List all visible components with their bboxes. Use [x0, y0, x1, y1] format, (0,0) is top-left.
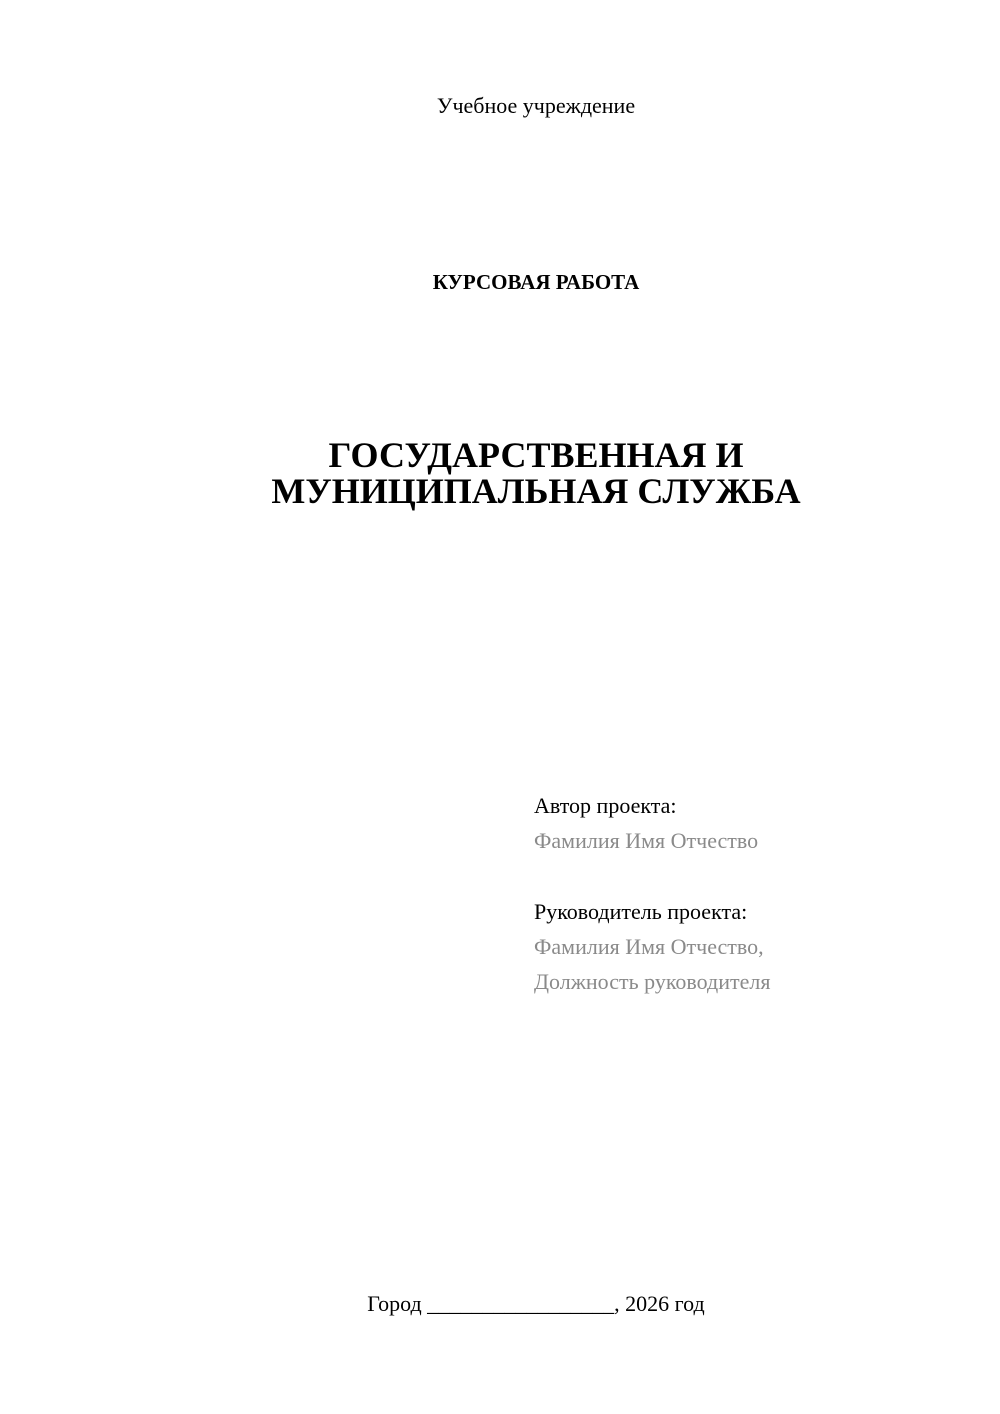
- document-type: КУРСОВАЯ РАБОТА: [432, 270, 640, 294]
- work-title: [0, 437, 1000, 509]
- author-block: [534, 788, 974, 858]
- supervisor-label: Руководитель проекта:: [534, 899, 748, 924]
- work-title-line-2: МУНИЦИПАЛЬНАЯ СЛУЖБА: [271, 471, 801, 511]
- supervisor-block: [534, 894, 974, 999]
- institution-name: Учебное учреждение: [436, 93, 636, 118]
- supervisor-position: Должность руководителя: [534, 969, 771, 994]
- city-year-line: Город _________________, 2026 год: [367, 1291, 705, 1316]
- work-title-line-1: ГОСУДАРСТВЕННАЯ И: [328, 435, 744, 475]
- author-name: Фамилия Имя Отчество: [534, 828, 759, 853]
- author-label: Автор проекта:: [534, 793, 677, 818]
- supervisor-name: Фамилия Имя Отчество,: [534, 934, 764, 959]
- project-info: [534, 788, 974, 1035]
